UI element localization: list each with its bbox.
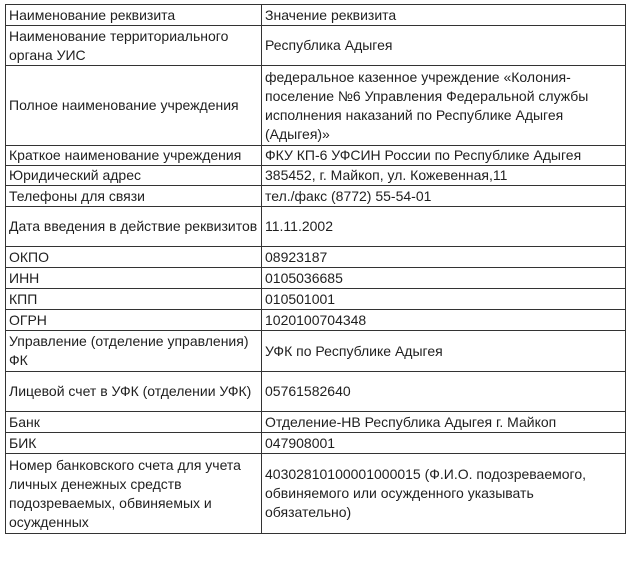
table-row: [6, 372, 626, 412]
row-name-cell: ИНН: [6, 268, 262, 289]
row-name-cell: БИК: [6, 433, 262, 454]
table-row: [6, 247, 626, 268]
row-value-cell: федеральное казенное учреждение «Колония-поселение №6 Управления Федеральной службы исполнения наказаний по Республике Адыгея (Адыгея)»: [262, 66, 626, 146]
row-name-cell: Дата введения в действие реквизитов: [6, 207, 262, 247]
row-value-cell: УФК по Республике Адыгея: [262, 331, 626, 372]
row-value-cell: ФКУ КП-6 УФСИН России по Республике Адыгея: [262, 146, 626, 166]
row-name-cell: Номер банковского счета для учета личных денежных средств подозреваемых, обвиняемых и осужденных: [6, 454, 262, 534]
table-row: [6, 146, 626, 166]
table-row: [6, 412, 626, 433]
row-value-cell: 11.11.2002: [262, 207, 626, 247]
row-name-cell: Управление (отделение управления) ФК: [6, 331, 262, 372]
row-value-cell: 010501001: [262, 289, 626, 310]
table-row: [6, 268, 626, 289]
row-value-cell: 047908001: [262, 433, 626, 454]
row-value-cell: Республика Адыгея: [262, 26, 626, 66]
row-name-cell: Наименование территориального органа УИС: [6, 26, 262, 66]
row-name-cell: ОКПО: [6, 247, 262, 268]
row-value-cell: Отделение-НВ Республика Адыгея г. Майкоп: [262, 412, 626, 433]
row-value-cell: тел./факс (8772) 55-54-01: [262, 186, 626, 207]
table-row: [6, 207, 626, 247]
row-name-cell: ОГРН: [6, 310, 262, 331]
table-row: [6, 289, 626, 310]
table-header-row: [6, 5, 626, 26]
row-value-cell: 0105036685: [262, 268, 626, 289]
header-name-cell: Наименование реквизита: [6, 5, 262, 26]
row-name-cell: Банк: [6, 412, 262, 433]
row-name-cell: Лицевой счет в УФК (отделении УФК): [6, 372, 262, 412]
row-value-cell: 05761582640: [262, 372, 626, 412]
table-row: [6, 454, 626, 534]
row-value-cell: 40302810100001000015 (Ф.И.О. подозреваемого, обвиняемого или осужденного указывать обязательно): [262, 454, 626, 534]
row-name-cell: Полное наименование учреждения: [6, 66, 262, 146]
row-value-cell: 385452, г. Майкоп, ул. Кожевенная,11: [262, 166, 626, 186]
row-value-cell: 1020100704348: [262, 310, 626, 331]
table-row: [6, 26, 626, 66]
row-name-cell: Краткое наименование учреждения: [6, 146, 262, 166]
table-row: [6, 66, 626, 146]
row-name-cell: Юридический адрес: [6, 166, 262, 186]
header-value-cell: Значение реквизита: [262, 5, 626, 26]
table-row: [6, 331, 626, 372]
table-row: [6, 166, 626, 186]
row-name-cell: КПП: [6, 289, 262, 310]
table-row: [6, 310, 626, 331]
row-value-cell: 08923187: [262, 247, 626, 268]
table-row: [6, 433, 626, 454]
table-row: [6, 186, 626, 207]
row-name-cell: Телефоны для связи: [6, 186, 262, 207]
requisites-table: [5, 4, 626, 534]
